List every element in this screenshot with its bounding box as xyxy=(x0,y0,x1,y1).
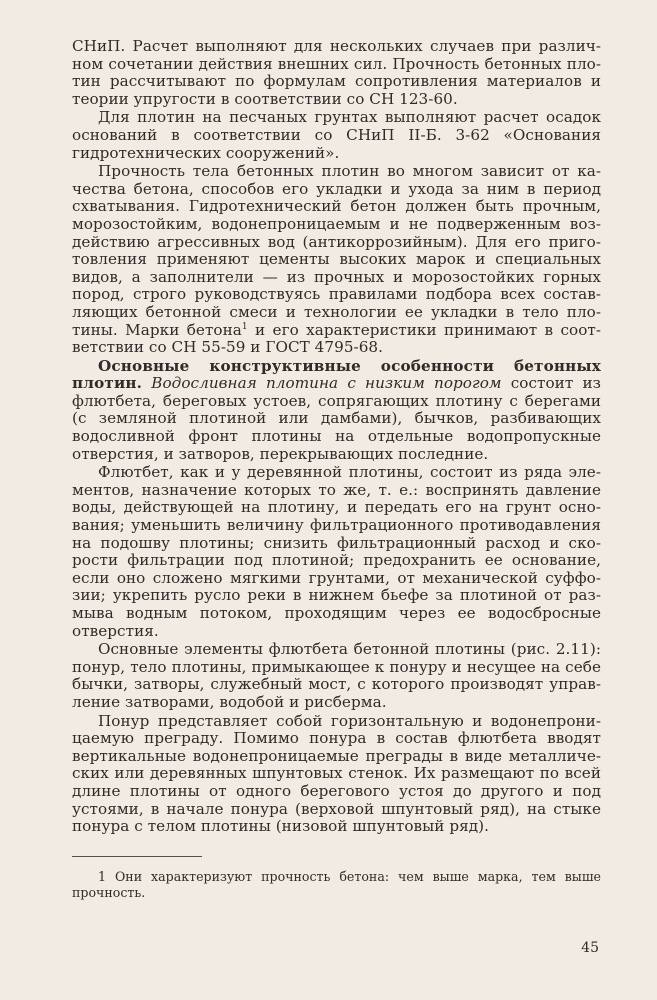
paragraph-6: Основные элементы флютбета бетонной плотины (рис. 2.11): понур, тело плотины, примыкающее к понуру и несущее на себе бычки, затворы, служебный мост, с которого производят управление затворами, водобой и рисберма. xyxy=(72,640,601,711)
paragraph-4-text: состоит из флютбета, береговых устоев, сопрягающих плотину с берегами (с земляной плотиной или дамбами), бычков, разбивающих водосливной фронт плотины на отдельные водопропускные отверстия, и затворов, перекрывающих последние. xyxy=(72,374,601,463)
paragraph-3-text: Прочность тела бетонных плотин во многом зависит от качества бетона, способов его укладки и ухода за ним в период схватывания. Гидротехнический бетон должен быть прочным, морозостойким, водонепроницаемым и не подверженным воздействию агрессивных вод (антикоррозийным). Для его приготовления применяют цементы высоких марок и специальных видов, а заполнители — из прочных и морозостойких горных пород, строго руководствуясь правилами подбора всех составляющих бетонной смеси и технологии ее укладки в тело плотины. Марки бетона xyxy=(72,162,601,339)
section-heading: Основные конструктивные особенности бетонных плотин. xyxy=(72,356,601,393)
paragraph-3-tail: и его характеристики принимают в соответствии со СН 55-59 и ГОСТ 4795-68. xyxy=(72,320,601,357)
footnote-reference: 1 xyxy=(241,321,248,332)
paragraph-3 xyxy=(72,163,601,357)
italic-term: Водосливная плотина с низким порогом xyxy=(151,374,502,393)
paragraph-1: СНиП. Расчет выполняют для нескольких случаев при различном сочетании действия внешних сил. Прочность бетонных плотин рассчитывают по формулам сопротивления материалов и теории упругости в соответствии со СН 123-60. xyxy=(72,37,601,108)
paragraph-5: Флютбет, как и у деревянной плотины, состоит из ряда элементов, назначение которых то же, т. е.: воспринять давление воды, действующей на плотину, и передать его на грунт основания; уменьшить величину фильтрационного противодавления на подошву плотины; снизить фильтрационный расход и скорости фильтрации под плотиной; предохранить ее основание, если оно сложено мягкими грунтами, от механической суффозии; укрепить русло реки в нижнем бьефе за плотиной от размыва водным потоком, проходящим через ее водосбросные отверстия. xyxy=(72,463,601,640)
main-text xyxy=(72,38,601,836)
footnote-divider xyxy=(72,856,202,857)
paragraph-4 xyxy=(72,358,601,464)
footnote-text: Они характеризуют прочность бетона: чем выше марка, тем выше прочность. xyxy=(72,868,601,900)
paragraph-2: Для плотин на песчаных грунтах выполняют расчет осадок оснований в соответствии со СНиП II-Б. 3-62 «Основания гидротехнических сооружений». xyxy=(72,108,601,162)
footnote-mark: 1 xyxy=(98,868,107,884)
paragraph-7: Понур представляет собой горизонтальную и водонепроницаемую преграду. Помимо понура в состав флютбета вводят вертикальные водонепроницаемые преграды в виде металлических или деревянных шпунтовых стенок. Их размещают по всей длине плотины от одного берегового устоя до другого и под устоями, в начале понура (верховой шпунтовый ряд), на стыке понура с телом плотины (низовой шпунтовый ряд). xyxy=(72,711,601,836)
page-number: 45 xyxy=(581,940,599,956)
footnote xyxy=(72,869,601,901)
